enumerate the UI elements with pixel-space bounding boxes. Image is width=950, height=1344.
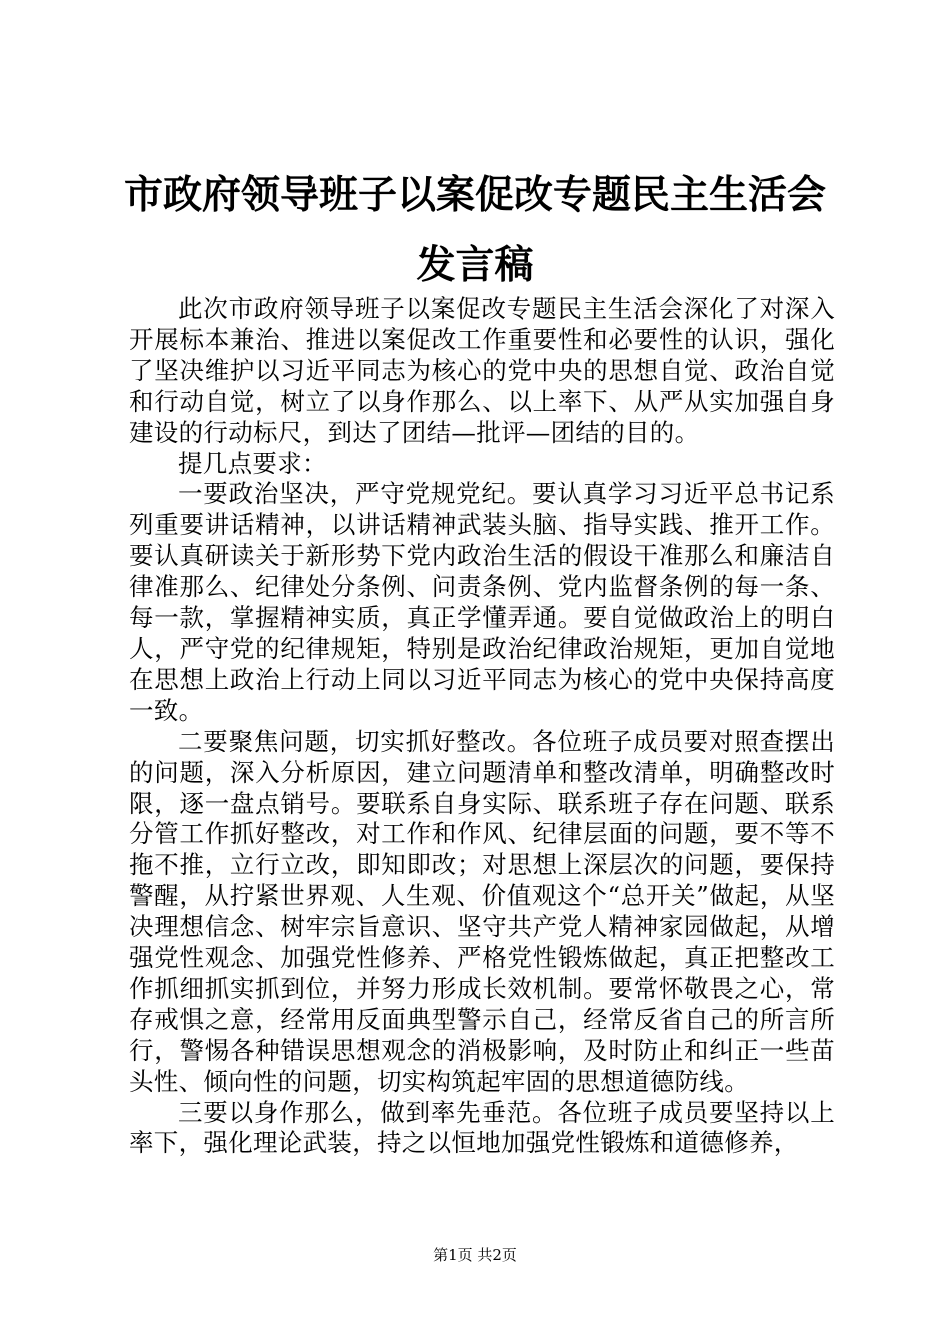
paragraph: 三要以身作那么，做到率先垂范。各位班子成员要坚持以上率下，强化理论武装，持之以恒地加强党性锻炼和道德修养， — [129, 1097, 835, 1158]
document-title: 市政府领导班子以案促改专题民主生活会发言稿 — [123, 172, 826, 288]
page-footer: 第1页 共2页 — [433, 1246, 517, 1264]
paragraph: 此次市政府领导班子以案促改专题民主生活会深化了对深入开展标本兼治、推进以案促改工作重要性和必要性的认识，强化了坚决维护以习近平同志为核心的党中央的思想自觉、政治自觉和行动自觉，树立了以身作那么、以上率下、从严从实加强自身建设的行动标尺，到达了团结—批评—团结的目的。 — [129, 294, 835, 447]
document-body — [129, 294, 835, 1159]
paragraph: 一要政治坚决，严守党规党纪。要认真学习习近平总书记系列重要讲话精神，以讲话精神武装头脑、指导实践、推开工作。要认真研读关于新形势下党内政治生活的假设干准那么和廉洁自律准那么、纪律处分条例、问责条例、党内监督条例的每一条、每一款，掌握精神实质，真正学懂弄通。要自觉做政治上的明白人，严守党的纪律规矩，特别是政治纪律政治规矩，更加自觉地在思想上政治上行动上同以习近平同志为核心的党中央保持高度一致。 — [129, 479, 835, 725]
paragraph: 二要聚焦问题，切实抓好整改。各位班子成员要对照查摆出的问题，深入分析原因，建立问题清单和整改清单，明确整改时限，逐一盘点销号。要联系自身实际、联系班子存在问题、联系分管工作抓好整改，对工作和作风、纪律层面的问题，要不等不拖不推，立行立改，即知即改；对思想上深层次的问题，要保持警醒，从拧紧世界观、人生观、价值观这个“总开关”做起，从坚决理想信念、树牢宗旨意识、坚守共产党人精神家园做起，从增强党性观念、加强党性修养、严格党性锻炼做起，真正把整改工作抓细抓实抓到位，并努力形成长效机制。要常怀敬畏之心，常存戒惧之意，经常用反面典型警示自己，经常反省自己的所言所行，警惕各种错误思想观念的消极影响，及时防止和纠正一些苗头性、倾向性的问题，切实构筑起牢固的思想道德防线。 — [129, 726, 835, 1096]
paragraph: 提几点要求： — [178, 448, 327, 478]
